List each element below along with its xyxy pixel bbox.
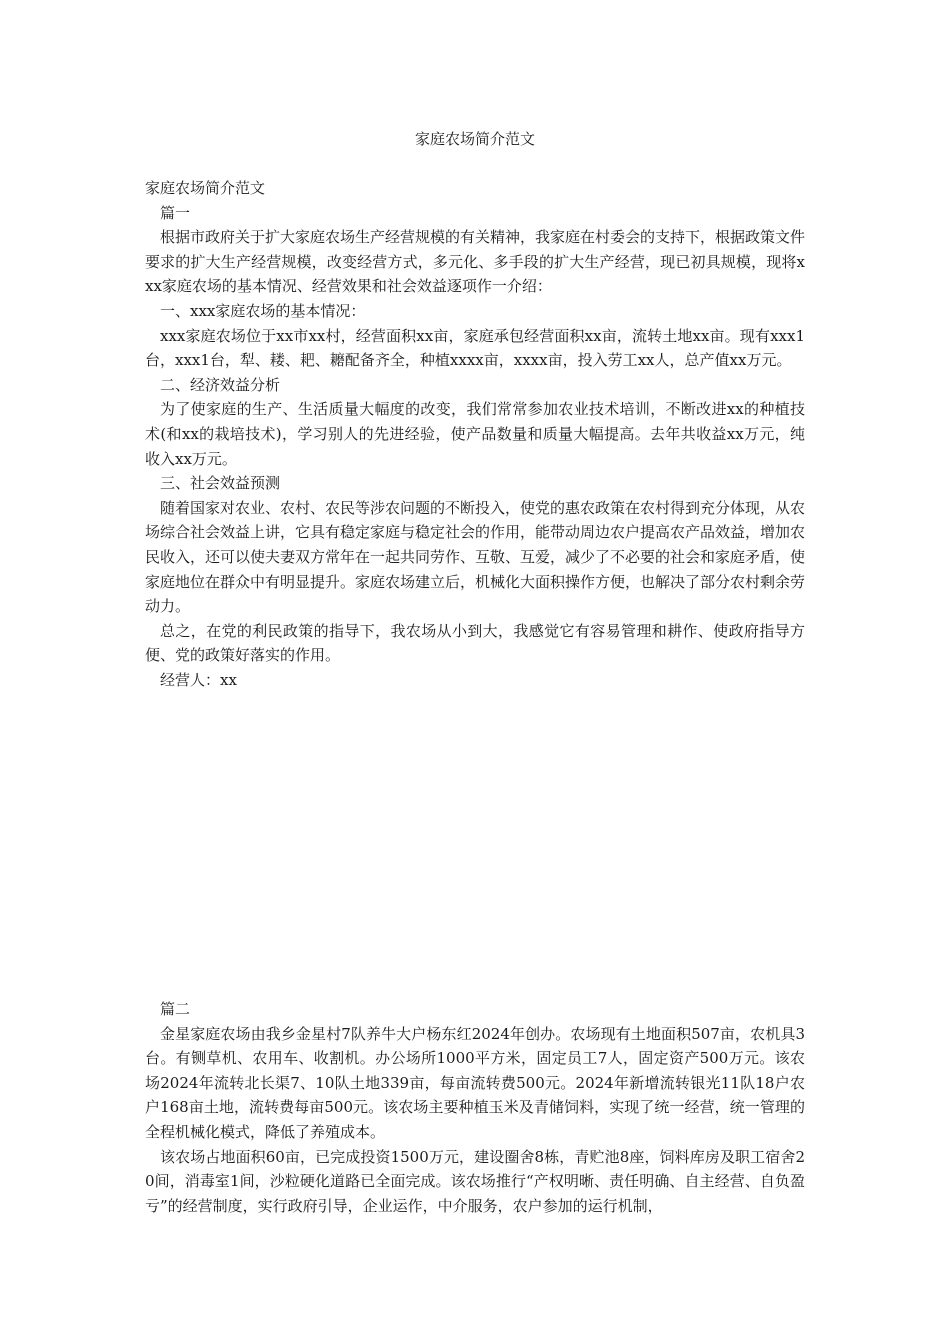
- section-heading: 家庭农场简介范文: [145, 179, 266, 197]
- part-label: 篇一: [160, 203, 191, 222]
- subheading: 三、社会效益预测: [160, 474, 281, 493]
- document-section-one: [145, 176, 805, 692]
- paragraph: 为了使家庭的生产、生活质量大幅度的改变，我们常常参加农业技术培训，不断改进xx的种植技术(和xx的栽培技术)，学习别人的先进经验，使产品数量和质量大幅提高。去年共收益xx万元，纯收入xx万元。: [145, 400, 805, 468]
- paragraph: 该农场占地面积60亩，已完成投资1500万元，建设圈舍8栋，青贮池8座，饲料库房及职工宿舍20间，消毒室1间，沙粒硬化道路已全面完成。该农场推行“产权明晰、责任明确、自主经营、自负盈亏”的经营制度，实行政府引导，企业运作，中介服务，农户参加的运行机制，: [145, 1147, 805, 1215]
- paragraph: 根据市政府关于扩大家庭农场生产经营规模的有关精神，我家庭在村委会的支持下，根据政策文件要求的扩大生产经营规模，改变经营方式，多元化、多手段的扩大生产经营，现已初具规模，现将xxx家庭农场的基本情况、经营效果和社会效益逐项作一介绍：: [145, 228, 806, 296]
- subheading: 一、xxx家庭农场的基本情况：: [160, 301, 366, 320]
- paragraph: 总之，在党的利民政策的指导下，我农场从小到大，我感觉它有容易管理和耕作、使政府指导方便、党的政策好落实的作用。: [145, 621, 805, 665]
- paragraph: 随着国家对农业、农村、农民等涉农问题的不断投入，使党的惠农政策在农村得到充分体现，从农场综合社会效益上讲，它具有稳定家庭与稳定社会的作用，能带动周边农户提高农产品效益，增加农民收入，还可以使夫妻双方常年在一起共同劳作、互敬、互爱，减少了不必要的社会和家庭矛盾，使家庭地位在群众中有明显提升。家庭农场建立后，机械化大面积操作方便，也解决了部分农村剩余劳动力。: [145, 498, 806, 616]
- document-section-two: [145, 997, 805, 1218]
- paragraph: xxx家庭农场位于xx市xx村，经营面积xx亩，家庭承包经营面积xx亩，流转土地xx亩。现有xxx1台，xxx1台，犁、耧、耙、耱配备齐全，种植xxxx亩，xxxx亩，投入劳工xx人，总产值xx万元。: [145, 326, 805, 370]
- subheading: 二、经济效益分析: [160, 375, 281, 394]
- part-label: 篇二: [160, 1000, 191, 1018]
- operator-signature: 经营人：xx: [160, 670, 237, 689]
- document-title: 家庭农场简介范文: [414, 130, 535, 148]
- paragraph: 金星家庭农场由我乡金星村7队养牛大户杨东红2024年创办。农场现有土地面积507亩，农机具3台。有铡草机、农用车、收割机。办公场所1000平方米，固定员工7人，固定资产500万元。该农场2024年流转北长渠7、10队土地339亩，每亩流转费500元。2024年新增流转银光11队18户农户168亩土地，流转费每亩500元。该农场主要种植玉米及青储饲料，实现了统一经营，统一管理的全程机械化模式，降低了养殖成本。: [145, 1024, 805, 1141]
